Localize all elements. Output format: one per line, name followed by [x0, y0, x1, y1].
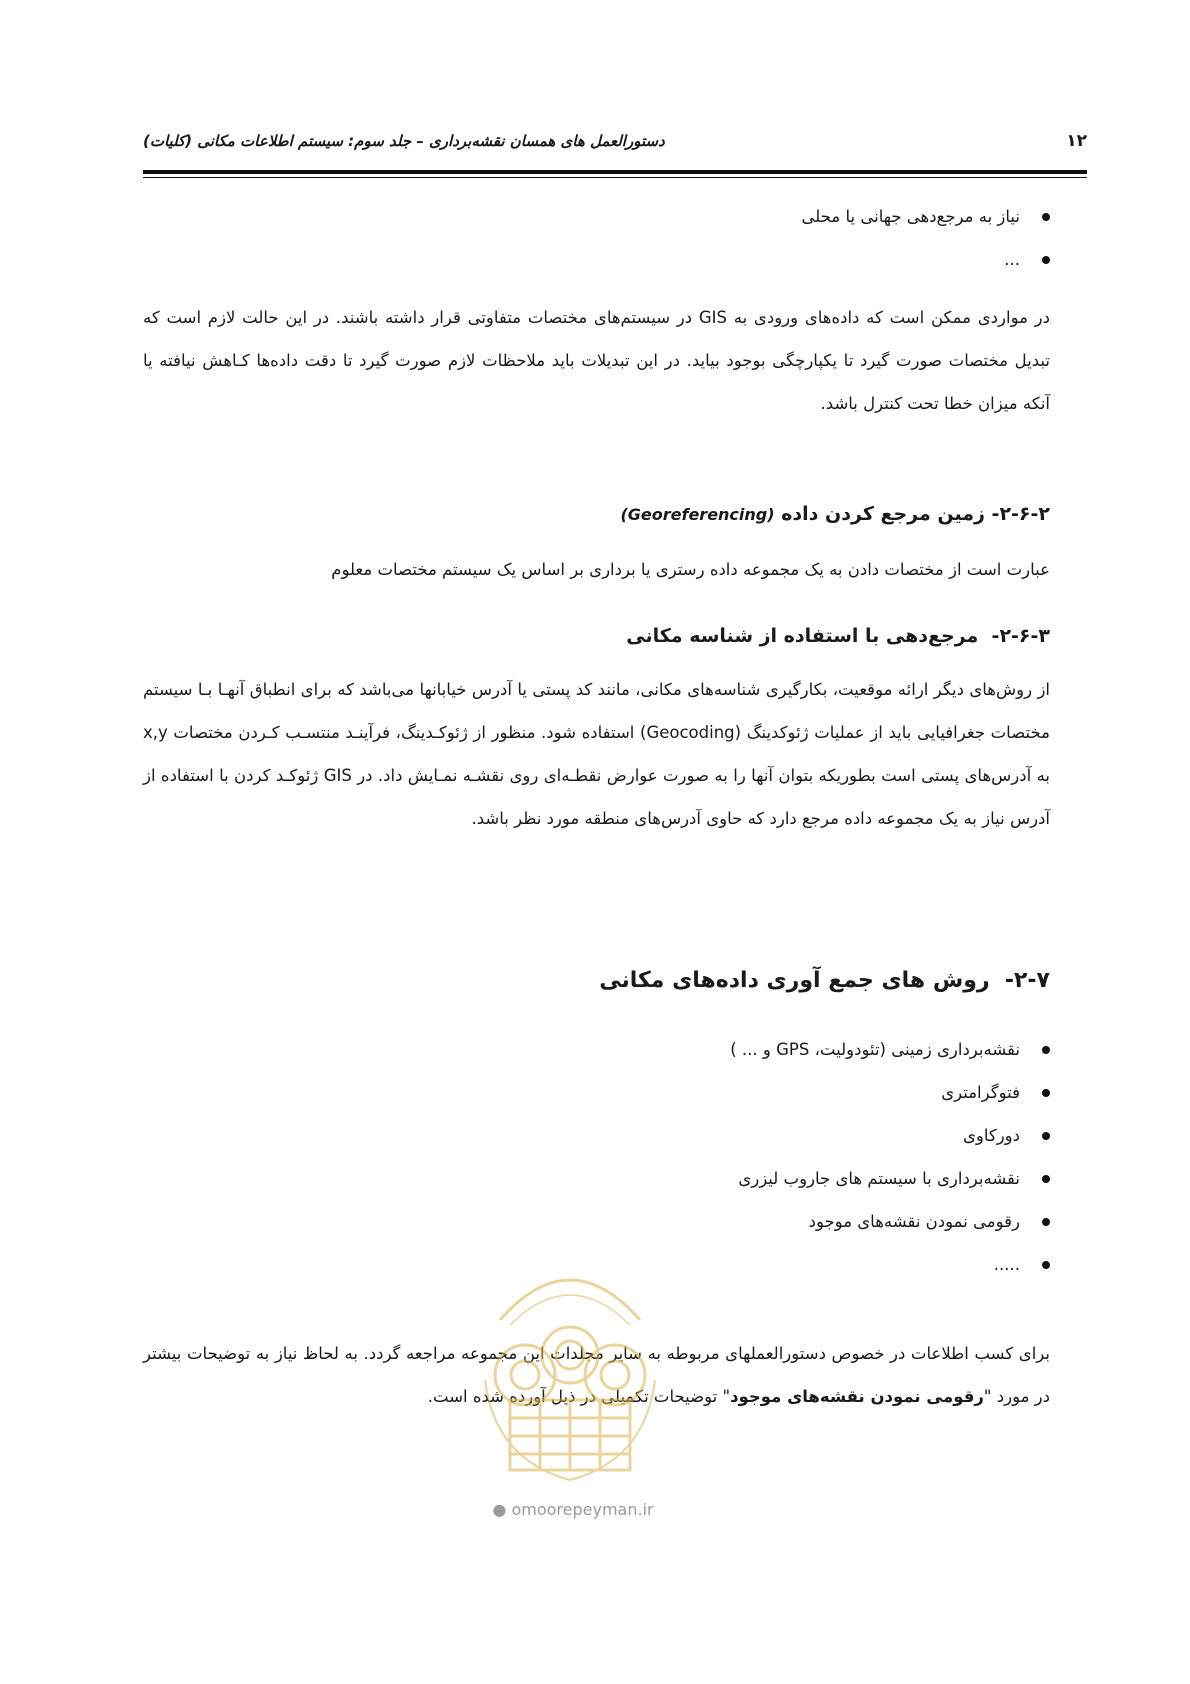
- section-title: زمین مرجع کردن داده: [781, 503, 985, 525]
- section-number: ۲-۶-۲: [999, 503, 1050, 525]
- section-heading-2-6-3: ۲-۶-۳- مرجع‌دهی با استفاده از شناسه مکانی: [626, 625, 1050, 647]
- list-item-text: نقشه‌برداری با سیستم های جاروب لیزری: [738, 1169, 1020, 1188]
- list-item-text: دورکاوی: [962, 1126, 1020, 1145]
- intro-paragraph: در مواردی ممکن است که داده‌های ورودی به GIS در سیستم‌های مختصات متفاوتی قرار داشته باشند. در این حالت لازم است که تبدیل مختصات صورت گیرد تا یکپارچگی بوجود بیاید. در این تبدیلات باید ملاحظات لازم صورت گیرد تا دقت داده‌ها کـاهش نیافته یا آنکه میزان خطا تحت کنترل باشد.: [143, 308, 1050, 413]
- section-heading-2-6-2: ۲-۶-۲- زمین مرجع کردن داده (Georeferencing): [620, 503, 1050, 525]
- closing-line-2-post: " توضیحات تکمیلی در ذیل آورده شده است.: [427, 1387, 731, 1406]
- bullet-icon: [1042, 1175, 1050, 1183]
- section-2-6-2-body: عبارت است از مختصات دادن به یک مجموعه داده رستری یا برداری بر اساس یک سیستم مختصات معلوم: [331, 560, 1050, 579]
- watermark-site-icon: ●: [492, 1500, 507, 1519]
- list-item-text: نقشه‌برداری زمینی (تئودولیت، GPS و ... ): [730, 1040, 1020, 1059]
- header-rule-thick: [143, 170, 1087, 174]
- list-item-text: .....: [993, 1255, 1020, 1274]
- list-item-text: ...: [1004, 250, 1020, 269]
- header-rule-thin: [143, 177, 1087, 178]
- bullet-icon: [1042, 256, 1050, 264]
- bullet-icon: [1042, 213, 1050, 221]
- closing-line-1: برای کسب اطلاعات در خصوص دستورالعملهای مربوطه به سایر مجلدات این مجموعه مراجعه گردد. به لحاظ نیاز به توضیحات: [186, 1344, 1050, 1363]
- list-item: [809, 1210, 1050, 1234]
- watermark-site-label: omoorepeyman.ir: [511, 1500, 654, 1519]
- running-title: دستورالعمل های همسان نقشه‌برداری – جلد سوم: سیستم اطلاعات مکانی (کلیات): [143, 132, 665, 150]
- bullet-icon: [1042, 1132, 1050, 1140]
- closing-line-2-bold: رقومی نمودن نقشه‌های موجود: [730, 1387, 984, 1406]
- list-item: [963, 1124, 1050, 1148]
- watermark-logo-icon: [465, 1250, 675, 1490]
- page-number: ۱۲: [1066, 131, 1087, 151]
- bullet-icon: [1042, 1046, 1050, 1054]
- section-number: ۲-۷: [1014, 968, 1050, 993]
- bullet-icon: [1042, 1218, 1050, 1226]
- list-item: [994, 1253, 1050, 1277]
- page-header: [143, 124, 1087, 158]
- closing-line-2-pre: بیشتر در مورد ": [143, 1344, 1050, 1406]
- section-2-6-3-body: از روش‌های دیگر ارائه موقعیت، بکارگیری شناسه‌های مکانی، مانند کد پستی یا آدرس خیابانها می‌باشد که برای انطباق آنهـا بـا سیستم مختصات جغرافیایی باید از عملیات ژئوکدینگ (Geocoding) استفاده شود. منظور از ژئوکـدینگ، فرآینـد منتسـب کـردن مختصات x,y به آدرس‌های پستی است بطوریکه بتوان آنها را به صورت عوارض نقطـه‌ای روی نقشـه نمـایش داد. در GIS ژئوکـد کردن با استفاده از آدرس نیاز به یک مجموعه داده مرجع دارد که حاوی آدرس‌های منطقه مورد نظر باشد.: [143, 680, 1051, 828]
- list-item: [738, 1167, 1050, 1191]
- list-item-text: نیاز به مرجع‌دهی جهانی یا محلی: [801, 207, 1020, 226]
- list-item: [802, 205, 1050, 229]
- list-item-text: رقومی نمودن نقشه‌های موجود: [808, 1212, 1020, 1231]
- section-heading-2-7: ۲-۷- روش های جمع آوری داده‌های مکانی: [599, 968, 1050, 993]
- section-title-latin: (Georeferencing): [620, 505, 775, 524]
- bullet-icon: [1042, 1089, 1050, 1097]
- list-item: [730, 1038, 1050, 1062]
- list-item: [1004, 248, 1050, 272]
- section-title: روش های جمع آوری داده‌های مکانی: [599, 968, 990, 993]
- watermark-site-text: [478, 1500, 668, 1519]
- section-number: ۲-۶-۳: [999, 625, 1050, 647]
- bullet-icon: [1042, 1261, 1050, 1269]
- list-item: [941, 1081, 1050, 1105]
- list-item-text: فتوگرامتری: [941, 1083, 1020, 1102]
- section-title: مرجع‌دهی با استفاده از شناسه مکانی: [626, 625, 979, 647]
